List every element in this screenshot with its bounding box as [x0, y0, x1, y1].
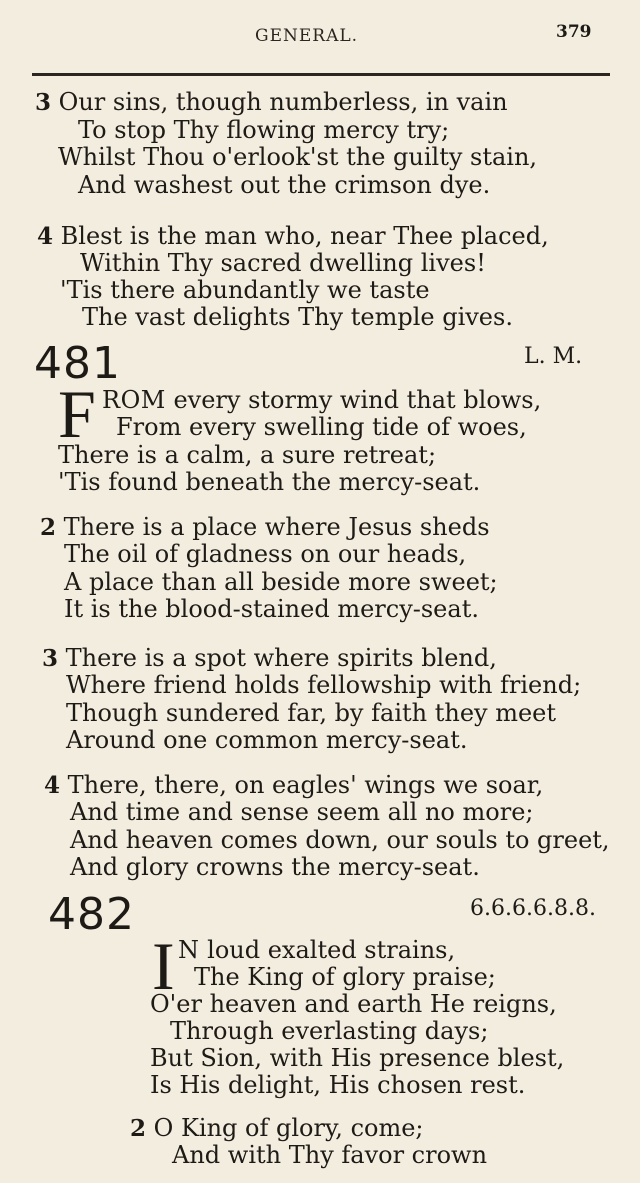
- verse-line: 4 There, there, on eagles' wings we soar,: [44, 771, 544, 799]
- page-number: 379: [556, 22, 592, 42]
- verse-line: But Sion, with His presence blest,: [150, 1044, 565, 1072]
- hymn-meter: L. M.: [524, 344, 583, 369]
- hymn-number: 481: [34, 338, 121, 389]
- verse-line: 4 Blest is the man who, near Thee placed,: [37, 222, 549, 250]
- drop-cap: I: [152, 928, 175, 1004]
- verse-line: N loud exalted strains,: [178, 936, 456, 964]
- verse-line: A place than all beside more sweet;: [64, 568, 498, 596]
- verse-line: Where friend holds fellowship with friend;: [66, 671, 582, 699]
- stanza-number: 3: [35, 89, 52, 116]
- verse-line: And time and sense seem all no more;: [70, 798, 534, 826]
- stanza-number: 3: [42, 645, 59, 672]
- verse-line: Though sundered far, by faith they meet: [66, 699, 557, 727]
- stanza-number: 2: [40, 514, 57, 541]
- verse-line: 2 There is a place where Jesus sheds: [40, 513, 490, 541]
- verse-line: Around one common mercy-seat.: [66, 726, 468, 754]
- verse-line: Through everlasting days;: [170, 1017, 489, 1045]
- verse-line: The oil of gladness on our heads,: [64, 540, 467, 568]
- verse-line: 'Tis there abundantly we taste: [60, 276, 430, 304]
- verse-line: ROM every stormy wind that blows,: [102, 386, 542, 414]
- verse-line: 2 O King of glory, come;: [130, 1114, 424, 1142]
- verse-line: 3 Our sins, though numberless, in vain: [35, 88, 508, 116]
- page-header: [0, 22, 640, 52]
- verse-line: Within Thy sacred dwelling lives!: [80, 249, 486, 277]
- verse-line: Is His delight, His chosen rest.: [150, 1071, 526, 1099]
- hymn-meter: 6.6.6.6.8.8.: [470, 896, 596, 921]
- verse-line: O'er heaven and earth He reigns,: [150, 990, 557, 1018]
- verse-line: And heaven comes down, our souls to greet,: [70, 826, 610, 854]
- verse-line: And washest out the crimson dye.: [78, 171, 491, 199]
- stanza-number: 4: [44, 772, 61, 799]
- verse-line: The vast delights Thy temple gives.: [82, 303, 513, 331]
- verse-line: 'Tis found beneath the mercy-seat.: [58, 468, 481, 496]
- verse-line: It is the blood-stained mercy-seat.: [64, 595, 479, 623]
- stanza-number: 2: [130, 1115, 147, 1142]
- running-title: GENERAL.: [255, 26, 359, 46]
- verse-line: Whilst Thou o'erlook'st the guilty stain,: [58, 143, 538, 171]
- stanza-number: 4: [37, 223, 54, 250]
- header-rule: [32, 73, 610, 76]
- verse-line: To stop Thy flowing mercy try;: [78, 116, 450, 144]
- hymn-number: 482: [48, 889, 135, 940]
- verse-line: The King of glory praise;: [194, 963, 496, 991]
- drop-cap: F: [58, 376, 96, 452]
- verse-line: And glory crowns the mercy-seat.: [70, 853, 480, 881]
- verse-line: And with Thy favor crown: [172, 1141, 488, 1169]
- verse-line: From every swelling tide of woes,: [116, 413, 527, 441]
- verse-line: There is a calm, a sure retreat;: [58, 441, 437, 469]
- verse-line: 3 There is a spot where spirits blend,: [42, 644, 497, 672]
